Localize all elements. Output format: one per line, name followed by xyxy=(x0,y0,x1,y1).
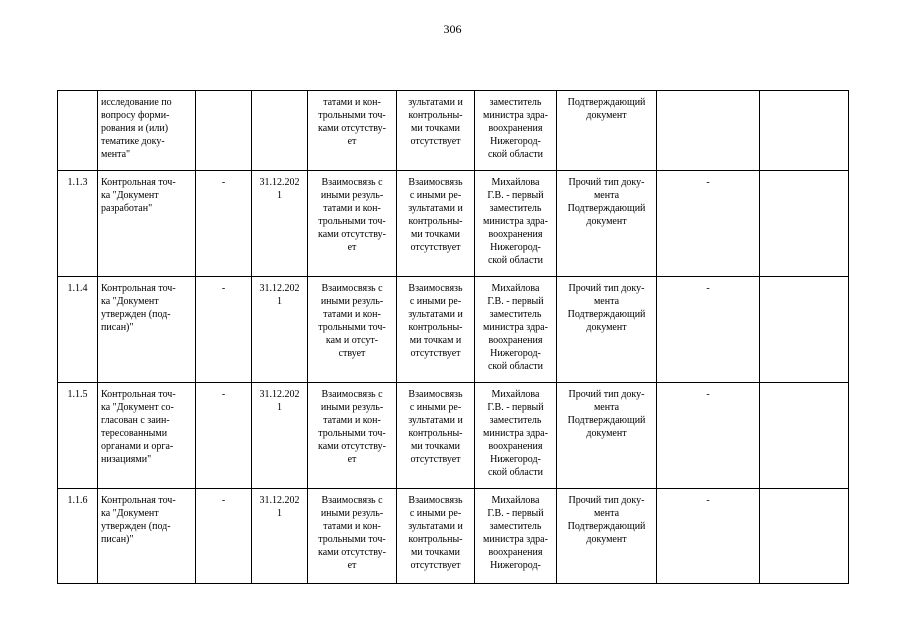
cell-line: тересованными xyxy=(101,428,168,439)
cell-line: иными резуль- xyxy=(320,190,384,201)
table-row xyxy=(58,91,849,171)
cell-line: ской области xyxy=(487,149,544,160)
cell-line: воохранения xyxy=(488,441,543,452)
cell-col3: - xyxy=(196,489,252,584)
cell-line: министра здра- xyxy=(483,216,548,227)
cell-col9: - xyxy=(657,171,760,277)
cell-date xyxy=(252,383,308,489)
cell-line: ет xyxy=(347,242,357,253)
cell-line: Взаимосвязь с xyxy=(321,389,383,400)
cell-responsible xyxy=(475,489,557,584)
cell-line: 1 xyxy=(277,190,282,201)
cell-line: Взаимосвязь с xyxy=(321,283,383,294)
cell-line: мента xyxy=(593,402,620,413)
cell-line: с иными ре- xyxy=(409,190,462,201)
cell-line: Нижегород- xyxy=(490,242,541,253)
cell-line: трольными точ- xyxy=(318,428,386,439)
cell-responsible xyxy=(475,277,557,383)
cell-line: отсутствует xyxy=(410,136,461,147)
cell-line: воохранения xyxy=(488,229,543,240)
cell-name xyxy=(98,383,196,489)
cell-doc-type xyxy=(557,489,657,584)
cell-line: Взаимосвязь xyxy=(408,389,463,400)
cell-line: ми точками xyxy=(410,441,460,452)
table-row xyxy=(58,383,849,489)
cell-col9: - xyxy=(657,383,760,489)
cell-line: Контрольная точ- xyxy=(101,389,176,400)
cell-line: Г.В. - первый xyxy=(487,508,544,519)
cell-line: тематике доку- xyxy=(101,136,165,147)
cell-name xyxy=(98,91,196,171)
cell-col3 xyxy=(196,91,252,171)
cell-line: зультатами и xyxy=(408,521,463,532)
cell-line: 31.12.202 xyxy=(259,495,300,506)
cell-line: Взаимосвязь xyxy=(408,495,463,506)
cell-doc-type xyxy=(557,171,657,277)
cell-doc-type xyxy=(557,277,657,383)
cell-link-prev xyxy=(308,277,397,383)
cell-line: отсутствует xyxy=(410,242,461,253)
cell-line: Подтверждающий xyxy=(567,203,646,214)
cell-line: Прочий тип доку- xyxy=(568,495,645,506)
cell-date xyxy=(252,489,308,584)
cell-line: 1 xyxy=(277,296,282,307)
cell-number xyxy=(58,91,98,171)
table-row xyxy=(58,277,849,383)
cell-line: заместитель xyxy=(489,521,542,532)
cell-line: воохранения xyxy=(488,335,543,346)
cell-line: ми точками xyxy=(410,229,460,240)
cell-link-next xyxy=(397,277,475,383)
cell-col9 xyxy=(657,91,760,171)
cell-line: министра здра- xyxy=(483,534,548,545)
cell-line: Прочий тип доку- xyxy=(568,177,645,188)
cell-line: Прочий тип доку- xyxy=(568,283,645,294)
cell-line: татами и кон- xyxy=(323,415,381,426)
cell-responsible xyxy=(475,383,557,489)
cell-line: Прочий тип доку- xyxy=(568,389,645,400)
cell-line: ка "Документ со- xyxy=(101,402,174,413)
cell-line: мента xyxy=(593,190,620,201)
cell-line: Подтверждающий xyxy=(567,521,646,532)
cell-line: Нижегород- xyxy=(490,348,541,359)
cell-line: ской области xyxy=(487,255,544,266)
cell-doc-type xyxy=(557,91,657,171)
cell-link-prev xyxy=(308,489,397,584)
cell-name xyxy=(98,489,196,584)
cell-line: Михайлова xyxy=(491,389,540,400)
table-body xyxy=(58,91,849,584)
cell-line: Подтверждающий xyxy=(567,415,646,426)
cell-line: иными резуль- xyxy=(320,508,384,519)
cell-line: контрольны- xyxy=(408,110,463,121)
cell-number: 1.1.6 xyxy=(58,489,98,584)
cell-line: рования и (или) xyxy=(101,123,169,134)
cell-line: Г.В. - первый xyxy=(487,296,544,307)
cell-line: зультатами и xyxy=(408,97,463,108)
cell-line: Взаимосвязь xyxy=(408,177,463,188)
cell-line: ской области xyxy=(487,467,544,478)
cell-line: мента xyxy=(593,296,620,307)
cell-line: отсутствует xyxy=(410,454,461,465)
cell-responsible xyxy=(475,91,557,171)
cell-col10 xyxy=(760,489,849,584)
cell-line: воохранения xyxy=(488,547,543,558)
cell-number: 1.1.3 xyxy=(58,171,98,277)
cell-line: трольными точ- xyxy=(318,534,386,545)
cell-line: документ xyxy=(586,428,627,439)
cell-line: Михайлова xyxy=(491,177,540,188)
cell-line: мента" xyxy=(101,149,131,160)
cell-name xyxy=(98,171,196,277)
cell-line: 1 xyxy=(277,402,282,413)
cell-line: ка "Документ xyxy=(101,508,159,519)
cell-line: Взаимосвязь с xyxy=(321,177,383,188)
cell-line: низациями" xyxy=(101,454,152,465)
cell-col10 xyxy=(760,383,849,489)
table-row xyxy=(58,171,849,277)
cell-line: документ xyxy=(586,322,627,333)
cell-line: ет xyxy=(347,454,357,465)
cell-number: 1.1.5 xyxy=(58,383,98,489)
cell-line: ской области xyxy=(487,361,544,372)
cell-link-next xyxy=(397,91,475,171)
cell-line: воохранения xyxy=(488,123,543,134)
cell-line: Михайлова xyxy=(491,495,540,506)
cell-line: ками отсутству- xyxy=(317,547,386,558)
cell-line: ками отсутству- xyxy=(317,229,386,240)
cell-line: татами и кон- xyxy=(323,97,381,108)
cell-line: контрольны- xyxy=(408,216,463,227)
cell-line: иными резуль- xyxy=(320,402,384,413)
cell-line: Взаимосвязь xyxy=(408,283,463,294)
cell-line: трольными точ- xyxy=(318,110,386,121)
cell-responsible xyxy=(475,171,557,277)
cell-date xyxy=(252,91,308,171)
cell-line: иными резуль- xyxy=(320,296,384,307)
cell-line: заместитель xyxy=(489,415,542,426)
cell-line: документ xyxy=(586,110,627,121)
cell-line: министра здра- xyxy=(483,428,548,439)
cell-line: документ xyxy=(586,534,627,545)
cell-line: разработан" xyxy=(101,203,153,214)
cell-line: Нижегород- xyxy=(490,560,541,571)
cell-link-next xyxy=(397,171,475,277)
cell-line: зультатами и xyxy=(408,203,463,214)
cell-line: татами и кон- xyxy=(323,309,381,320)
cell-link-next xyxy=(397,383,475,489)
cell-line: Взаимосвязь с xyxy=(321,495,383,506)
cell-line: трольными точ- xyxy=(318,216,386,227)
cell-line: утвержден (под- xyxy=(101,309,171,320)
cell-line: кам и отсут- xyxy=(325,335,379,346)
cell-line: зультатами и xyxy=(408,309,463,320)
cell-date xyxy=(252,277,308,383)
cell-line: 31.12.202 xyxy=(259,283,300,294)
cell-line: Нижегород- xyxy=(490,454,541,465)
cell-line: с иными ре- xyxy=(409,508,462,519)
cell-line: органами и орга- xyxy=(101,441,174,452)
cell-doc-type xyxy=(557,383,657,489)
cell-line: Нижегород- xyxy=(490,136,541,147)
cell-line: татами и кон- xyxy=(323,203,381,214)
cell-line: ка "Документ xyxy=(101,190,159,201)
cell-col10 xyxy=(760,91,849,171)
cell-line: Г.В. - первый xyxy=(487,190,544,201)
cell-line: ми точкам и xyxy=(409,335,462,346)
cell-line: отсутствует xyxy=(410,560,461,571)
cell-link-prev xyxy=(308,171,397,277)
cell-link-prev xyxy=(308,91,397,171)
cell-date xyxy=(252,171,308,277)
cell-line: зультатами и xyxy=(408,415,463,426)
cell-line: татами и кон- xyxy=(323,521,381,532)
cell-number: 1.1.4 xyxy=(58,277,98,383)
cell-line: контрольны- xyxy=(408,428,463,439)
cell-line: заместитель xyxy=(489,203,542,214)
cell-line: ками отсутству- xyxy=(317,123,386,134)
page-number: 306 xyxy=(443,22,462,36)
cell-line: ка "Документ xyxy=(101,296,159,307)
cell-line: контрольны- xyxy=(408,534,463,545)
cell-line: Г.В. - первый xyxy=(487,402,544,413)
cell-line: 1 xyxy=(277,508,282,519)
cell-line: утвержден (под- xyxy=(101,521,171,532)
cell-name xyxy=(98,277,196,383)
cell-line: ет xyxy=(347,136,357,147)
cell-line: контрольны- xyxy=(408,322,463,333)
cell-line: исследование по xyxy=(101,97,172,108)
cell-line: ствует xyxy=(338,348,366,359)
cell-line: министра здра- xyxy=(483,110,548,121)
cell-col9: - xyxy=(657,489,760,584)
cell-line: отсутствует xyxy=(410,348,461,359)
cell-line: вопросу форми- xyxy=(101,110,170,121)
cell-col9: - xyxy=(657,277,760,383)
cell-line: с иными ре- xyxy=(409,296,462,307)
control-points-table xyxy=(57,90,849,584)
cell-line: мента xyxy=(593,508,620,519)
table-row xyxy=(58,489,849,584)
cell-link-prev xyxy=(308,383,397,489)
cell-line: заместитель xyxy=(489,97,542,108)
cell-line: заместитель xyxy=(489,309,542,320)
cell-col10 xyxy=(760,277,849,383)
cell-line: Контрольная точ- xyxy=(101,283,176,294)
cell-line: гласован с заин- xyxy=(101,415,170,426)
cell-col3: - xyxy=(196,277,252,383)
cell-line: ками отсутству- xyxy=(317,441,386,452)
cell-line: Михайлова xyxy=(491,283,540,294)
cell-line: Контрольная точ- xyxy=(101,177,176,188)
cell-col3: - xyxy=(196,383,252,489)
cell-line: трольными точ- xyxy=(318,322,386,333)
cell-line: 31.12.202 xyxy=(259,389,300,400)
cell-line: министра здра- xyxy=(483,322,548,333)
cell-line: Подтверждающий xyxy=(567,97,646,108)
cell-line: Подтверждающий xyxy=(567,309,646,320)
cell-line: документ xyxy=(586,216,627,227)
cell-col10 xyxy=(760,171,849,277)
cell-line: Контрольная точ- xyxy=(101,495,176,506)
cell-line: 31.12.202 xyxy=(259,177,300,188)
cell-line: ми точками xyxy=(410,547,460,558)
cell-line: ет xyxy=(347,560,357,571)
cell-col3: - xyxy=(196,171,252,277)
cell-line: писан)" xyxy=(101,534,134,545)
cell-line: с иными ре- xyxy=(409,402,462,413)
cell-link-next xyxy=(397,489,475,584)
cell-line: писан)" xyxy=(101,322,134,333)
cell-line: ми точками xyxy=(410,123,460,134)
